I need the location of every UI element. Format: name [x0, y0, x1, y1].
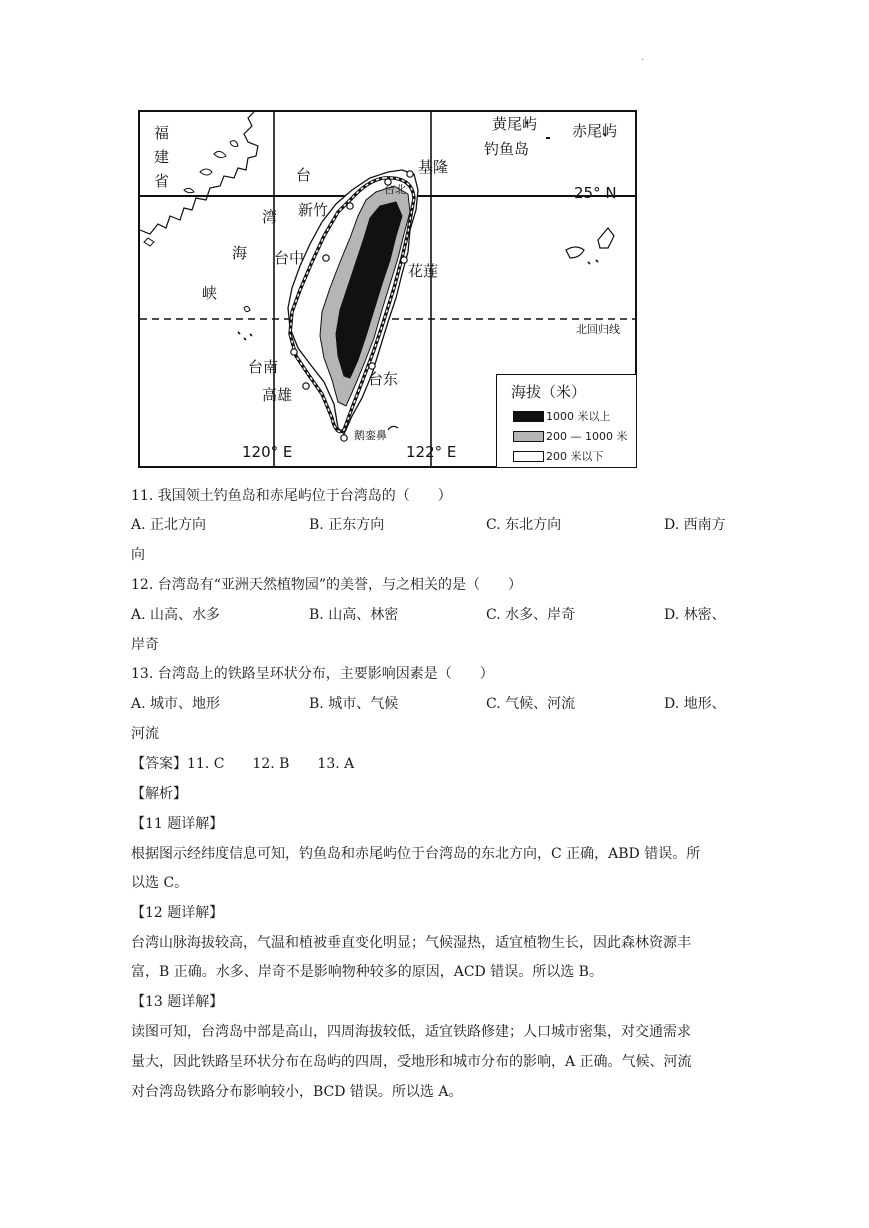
analysis-heading: 【解析】	[131, 786, 187, 802]
strait-label-1: 台	[296, 166, 312, 184]
q11-option-d: D. 西南方	[664, 517, 726, 533]
q13-option-a: A. 城市、地形	[131, 696, 221, 712]
taichung-dot	[323, 255, 329, 261]
q12-option-b: B. 山高、林密	[309, 607, 399, 623]
strait-label-3: 海	[232, 244, 248, 262]
q12-detail-heading: 【12 题详解】	[131, 905, 224, 921]
hualien-label: 花莲	[408, 262, 439, 280]
legend-swatch-mid	[513, 431, 544, 442]
coastal-islets	[184, 141, 238, 193]
taitung-dot	[369, 363, 375, 369]
map-legend	[496, 374, 637, 468]
taitung-label: 台东	[368, 370, 399, 388]
q11-option-d-cont: 向	[131, 547, 145, 563]
q12-detail-line-1: 台湾山脉海拔较高，气温和植被垂直变化明显；气候湿热，适宜植物生长，因此森林资源丰	[131, 935, 691, 951]
q13-option-b: B. 城市、气候	[309, 696, 399, 712]
tainan-label: 台南	[248, 358, 279, 376]
taichung-label: 台中	[274, 249, 305, 267]
eluanbi-label: 鹅銮鼻	[354, 429, 387, 442]
huangweiyu-label: 黄尾屿	[492, 115, 538, 133]
lon-122-label: 122° E	[406, 443, 457, 461]
chiweiyu-label: 赤尾屿	[572, 122, 618, 140]
lat-25-label: 25° N	[574, 184, 617, 202]
q13-detail-line-3: 对台湾岛铁路分布影响较小，BCD 错误。所以选 A。	[131, 1084, 463, 1100]
q11-detail-heading: 【11 题详解】	[131, 816, 224, 832]
legend-row-mid	[513, 429, 627, 443]
fujian-label-3: 省	[154, 172, 170, 190]
keelung-dot	[407, 171, 413, 177]
q13-detail-heading: 【13 题详解】	[131, 994, 224, 1010]
q13-option-d-cont: 河流	[131, 726, 159, 742]
q13-detail-line-1: 读图可知，台湾岛中部是高山，四周海拔较低，适宜铁路修建；人口城市密集，对交通需求	[131, 1024, 691, 1040]
page-mark: .	[641, 52, 645, 63]
q13-detail-line-2: 量大，因此铁路呈环状分布在岛屿的四周，受地形和城市分布的影响，A 正确。气候、河流	[131, 1054, 692, 1070]
q12-option-a: A. 山高、水多	[131, 607, 221, 623]
q13-option-d: D. 地形、	[664, 696, 726, 712]
taiwan-map	[138, 110, 637, 468]
q12-option-c: C. 水多、岸奇	[486, 607, 576, 623]
q11-option-a: A. 正北方向	[131, 517, 207, 533]
diaoyudao-label: 钓鱼岛	[484, 140, 530, 158]
taipei-label: 台北	[384, 183, 406, 196]
legend-label-mid: 200 — 1000 米	[546, 430, 628, 443]
hsinchu-dot	[347, 203, 353, 209]
tainan-dot	[291, 349, 297, 355]
answer-line: 【答案】11. C 12. B 13. A	[131, 756, 355, 772]
legend-label-high: 1000 米以上	[546, 410, 611, 423]
kaohsiung-dot	[303, 383, 309, 389]
q12-detail-line-2: 富，B 正确。水多、岸奇不是影响物种较多的原因，ACD 错误。所以选 B。	[131, 964, 603, 980]
keelung-label: 基隆	[418, 158, 449, 176]
strait-label-4: 峡	[202, 284, 218, 302]
q13-option-c: C. 气候、河流	[486, 696, 576, 712]
q11-stem: 11. 我国领土钓鱼岛和赤尾屿位于台湾岛的（ ）	[131, 488, 452, 504]
q12-option-d-cont: 岸奇	[131, 637, 159, 653]
q12-option-d: D. 林密、	[664, 607, 726, 623]
kaohsiung-label: 高雄	[262, 386, 293, 404]
q11-detail-line-2: 以选 C。	[131, 875, 189, 891]
fujian-label-1: 福	[154, 124, 170, 142]
legend-row-low	[513, 449, 604, 463]
q11-detail-line-1: 根据图示经纬度信息可知，钓鱼岛和赤尾屿位于台湾岛的东北方向，C 正确，ABD 错误。所	[131, 846, 701, 862]
hualien-dot	[401, 257, 407, 263]
q11-option-c: C. 东北方向	[486, 517, 562, 533]
strait-label-2: 湾	[262, 208, 278, 226]
q11-option-b: B. 正东方向	[309, 517, 385, 533]
hsinchu-label: 新竹	[298, 201, 329, 219]
penghu-islets	[244, 306, 250, 311]
tropic-label: 北回归线	[576, 323, 620, 336]
fujian-label-2: 建	[154, 148, 170, 166]
q12-stem: 12. 台湾岛有“亚洲天然植物园”的美誉，与之相关的是（ ）	[131, 577, 523, 593]
legend-title: 海拔（米）	[511, 383, 587, 401]
lon-120-label: 120° E	[242, 443, 293, 461]
legend-swatch-low	[513, 451, 544, 462]
q13-stem: 13. 台湾岛上的铁路呈环状分布，主要影响因素是（ ）	[131, 666, 494, 682]
eluanbi-dot	[341, 435, 347, 441]
legend-row-high	[513, 409, 611, 423]
east-island	[566, 247, 584, 258]
legend-swatch-high	[513, 411, 544, 422]
legend-label-low: 200 米以下	[546, 450, 604, 463]
